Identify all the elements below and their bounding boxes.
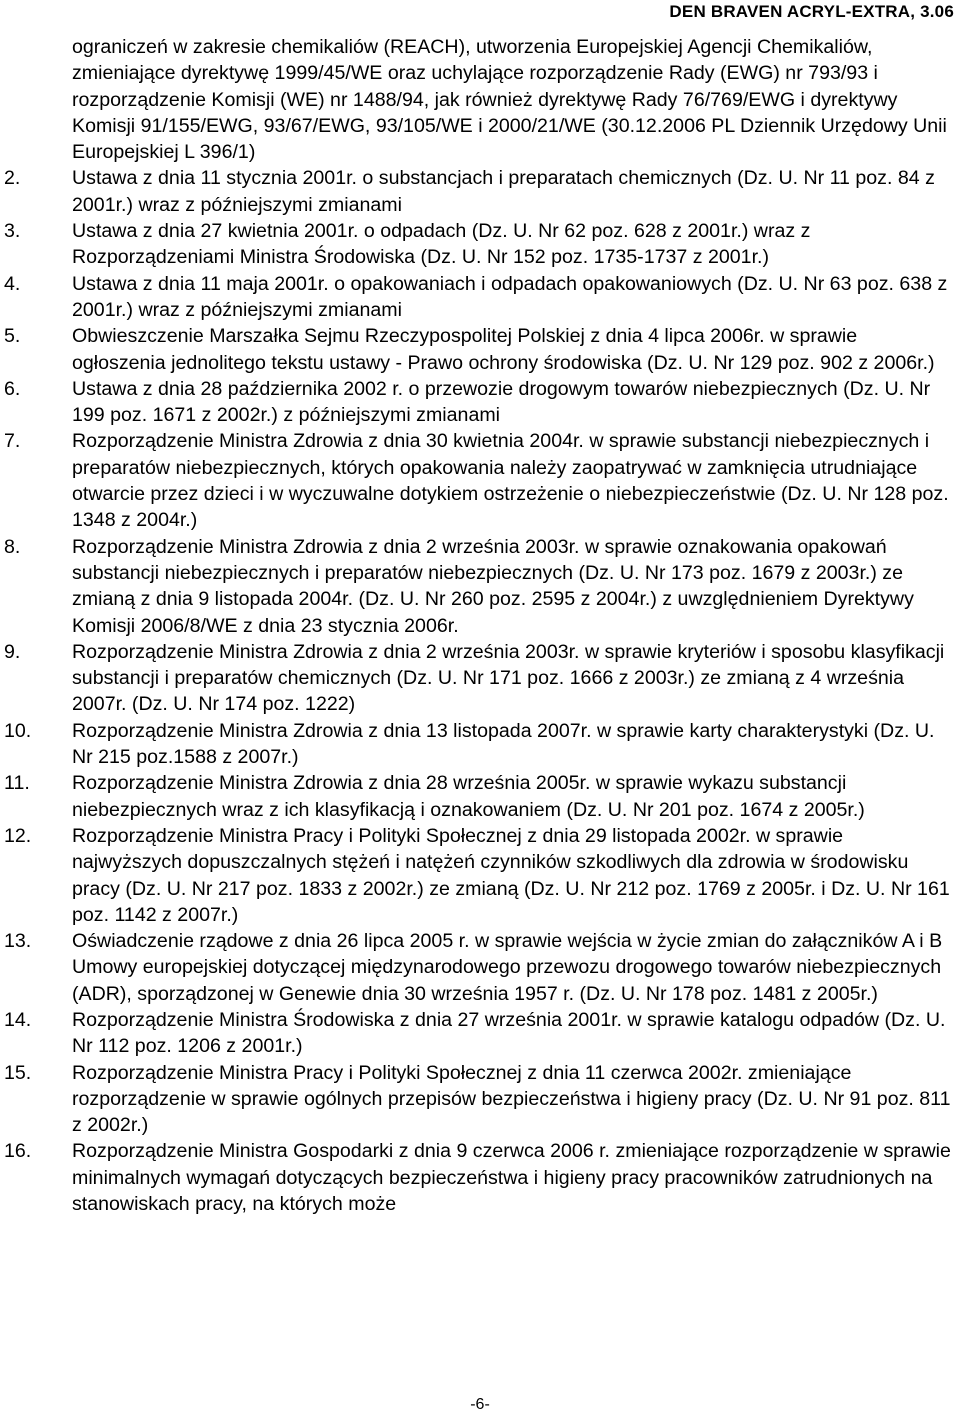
list-item bbox=[0, 770, 960, 823]
list-item bbox=[0, 823, 960, 928]
item-text: Rozporządzenie Ministra Zdrowia z dnia 2 września 2003r. w sprawie oznakowania opakowań substancji niebezpiecznych i preparatów niebezpiecznych (Dz. U. Nr 173 poz. 1679 z 2003r.) ze zmianą z dnia 9 listopada 2004r. (Dz. U. Nr 260 poz. 2595 z 2004r.) z uwzględnieniem Dyrektywy Komisji 2006/8/WE z dnia 23 stycznia 2006r. bbox=[72, 535, 914, 637]
item-number: 14. bbox=[4, 1008, 32, 1031]
list-item bbox=[0, 1007, 960, 1060]
list-item bbox=[0, 271, 960, 324]
item-number: 8. bbox=[4, 535, 21, 558]
item-text: Ustawa z dnia 11 stycznia 2001r. o substancjach i preparatach chemicznych (Dz. U. Nr 11 poz. 84 z 2001r.) wraz z późniejszymi zmianami bbox=[72, 167, 935, 216]
item-text: Rozporządzenie Ministra Zdrowia z dnia 28 września 2005r. w sprawie wykazu substancji niebezpiecznych wraz z ich klasyfikacją i oznakowaniem (Dz. U. Nr 201 poz. 1674 z 2005r.) bbox=[72, 772, 865, 821]
list-item bbox=[0, 639, 960, 718]
item-text: Rozporządzenie Ministra Gospodarki z dnia 9 czerwca 2006 r. zmieniające rozporządzenie w sprawie minimalnych wymagań dotyczących bezpieczeństwa i higieny pracy pracowników zatrudnionych na stanowiskach pracy, na których może bbox=[72, 1140, 951, 1216]
item-text: Obwieszczenie Marszałka Sejmu Rzeczypospolitej Polskiej z dnia 4 lipca 2006r. w sprawie ogłoszenia jednolitego tekstu ustawy - Prawo ochrony środowiska (Dz. U. Nr 129 poz. 902 z 2006r.) bbox=[72, 325, 935, 374]
continued-paragraph: ograniczeń w zakresie chemikaliów (REACH), utworzenia Europejskiej Agencji Chemikaliów, zmieniające dyrektywę 1999/45/WE oraz uchylające rozporządzenie Rady (EWG) nr 793/93 i rozporządzenie Komisji (WE) nr 1488/94, jak również dyrektywę Rady 76/769/EWG i dyrektywy Komisji 91/155/EWG, 93/67/EWG, 93/105/WE i 2000/21/WE (30.12.2006 PL Dziennik Urzędowy Unii Europejskiej L 396/1) bbox=[72, 36, 947, 164]
list-item bbox=[0, 218, 960, 271]
list-item bbox=[0, 718, 960, 771]
item-text: Rozporządzenie Ministra Zdrowia z dnia 2 września 2003r. w sprawie kryteriów i sposobu klasyfikacji substancji i preparatów chemicznych (Dz. U. Nr 171 poz. 1666 z 2003r.) ze zmianą z 4 września 2007r. (Dz. U. Nr 174 poz. 1222) bbox=[72, 640, 945, 716]
item-number: 7. bbox=[4, 430, 21, 453]
list-item bbox=[0, 1138, 960, 1217]
item-text: Rozporządzenie Ministra Zdrowia z dnia 30 kwietnia 2004r. w sprawie substancji niebezpiecznych i preparatów niebezpiecznych, których opakowania należy zaopatrywać w zamknięcia utrudniające otwarcie przez dzieci i w wyczuwalne dotykiem ostrzeżenie o niebezpieczeństwie (Dz. U. Nr 128 poz. 1348 z 2004r.) bbox=[72, 430, 949, 532]
page-content bbox=[0, 34, 960, 1217]
item-number: 13. bbox=[4, 930, 32, 953]
item-number: 5. bbox=[4, 325, 21, 348]
item-text: Rozporządzenie Ministra Pracy i Polityki Społecznej z dnia 11 czerwca 2002r. zmieniające rozporządzenie w sprawie ogólnych przepisów bezpieczeństwa i higieny pracy (Dz. U. Nr 91 poz. 811 z 2002r.) bbox=[72, 1061, 951, 1137]
item-number: 10. bbox=[4, 719, 32, 742]
list-item bbox=[0, 323, 960, 376]
item-text: Ustawa z dnia 28 października 2002 r. o przewozie drogowym towarów niebezpiecznych (Dz. U. Nr 199 poz. 1671 z 2002r.) z późniejszymi zmianami bbox=[72, 377, 931, 427]
item-text: Ustawa z dnia 11 maja 2001r. o opakowaniach i odpadach opakowaniowych (Dz. U. Nr 63 poz. 638 z 2001r.) wraz z późniejszymi zmianami bbox=[72, 272, 948, 321]
item-number: 15. bbox=[4, 1061, 32, 1084]
list-item bbox=[0, 928, 960, 1007]
running-header: DEN BRAVEN ACRYL-EXTRA, 3.06 bbox=[669, 2, 954, 21]
item-number: 6. bbox=[4, 377, 21, 400]
list-item bbox=[0, 165, 960, 218]
legal-reference-list bbox=[0, 165, 960, 1217]
page-number: -6- bbox=[470, 1396, 490, 1413]
item-text: Rozporządzenie Ministra Środowiska z dnia 27 września 2001r. w sprawie katalogu odpadów (Dz. U. Nr 112 poz. 1206 z 2001r.) bbox=[72, 1008, 946, 1058]
list-item bbox=[0, 376, 960, 429]
item-text: Rozporządzenie Ministra Pracy i Polityki Społecznej z dnia 29 listopada 2002r. w sprawie najwyższych dopuszczalnych stężeń i natężeń czynników szkodliwych dla zdrowia w środowisku pracy (Dz. U. Nr 217 poz. 1833 z 2002r.) ze zmianą (Dz. U. Nr 212 poz. 1769 z 2005r. i Dz. U. Nr 161 poz. 1142 z 2007r.) bbox=[72, 824, 950, 926]
item-number: 16. bbox=[4, 1140, 32, 1163]
item-number: 9. bbox=[4, 640, 21, 663]
list-item bbox=[0, 1060, 960, 1139]
item-number: 11. bbox=[4, 772, 30, 795]
list-item bbox=[0, 534, 960, 639]
item-text: Oświadczenie rządowe z dnia 26 lipca 2005 r. w sprawie wejścia w życie zmian do załączników A i B Umowy europejskiej dotyczącej międzynarodowego przewozu drogowego towarów niebezpiecznych (ADR), sporządzonej w Genewie dnia 30 września 1957 r. (Dz. U. Nr 178 poz. 1481 z 2005r.) bbox=[72, 930, 943, 1005]
item-number: 4. bbox=[4, 272, 21, 295]
item-number: 2. bbox=[4, 167, 21, 190]
item-text: Ustawa z dnia 27 kwietnia 2001r. o odpadach (Dz. U. Nr 62 poz. 628 z 2001r.) wraz z Rozporządzeniami Ministra Środowiska (Dz. U. Nr 152 poz. 1735-1737 z 2001r.) bbox=[72, 220, 811, 269]
item-number: 3. bbox=[4, 220, 21, 243]
item-text: Rozporządzenie Ministra Zdrowia z dnia 13 listopada 2007r. w sprawie karty charakterystyki (Dz. U. Nr 215 poz.1588 z 2007r.) bbox=[72, 719, 935, 769]
list-item bbox=[0, 428, 960, 533]
item-number: 12. bbox=[4, 824, 32, 847]
